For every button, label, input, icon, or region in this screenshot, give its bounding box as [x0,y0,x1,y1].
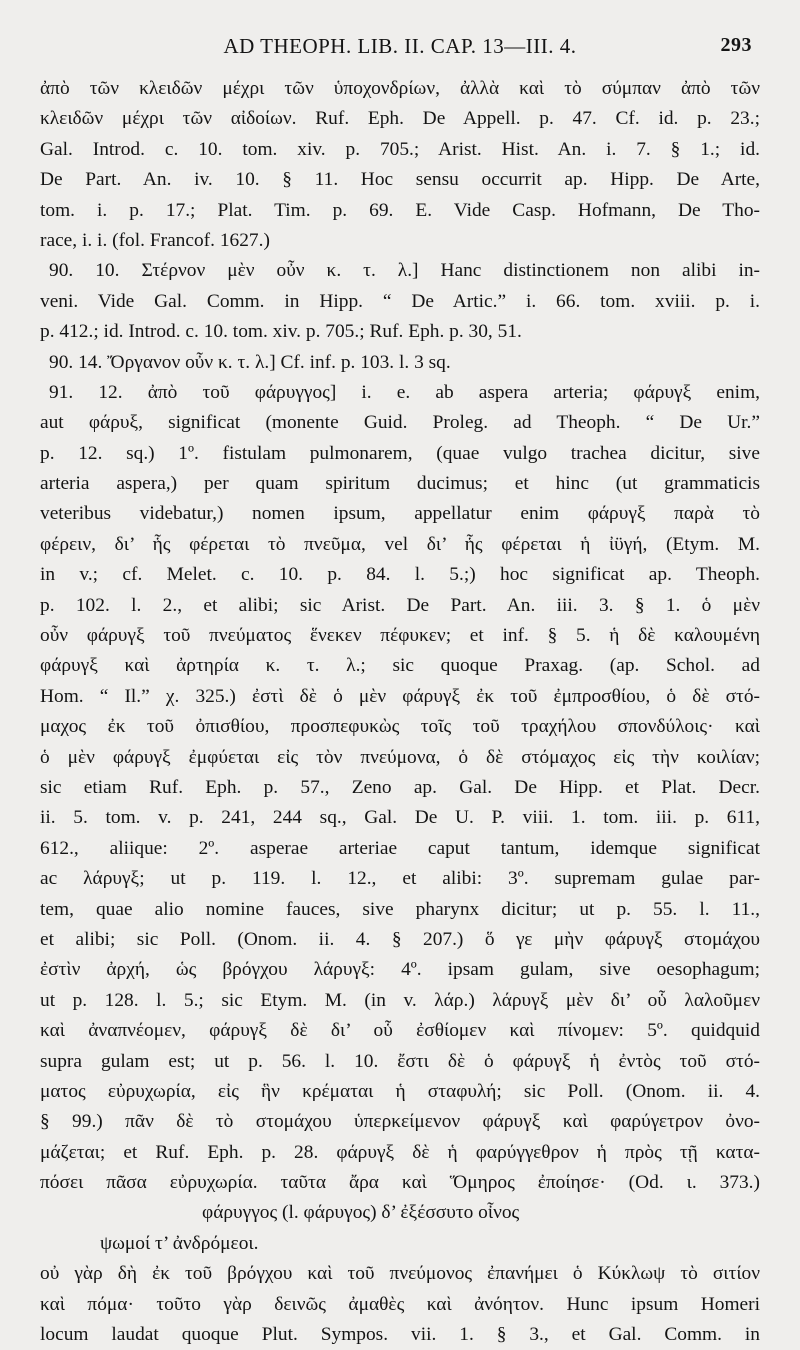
text-line: ἐστὶν ἀρχή, ὡς βρόγχου λάρυγξ: 4º. ipsam gulam, sive oesophagum; [40,959,760,981]
text-line: De Part. An. iv. 10. § 11. Hoc sensu occurrit ap. Hipp. De Arte, [40,169,760,191]
text-line: 91. 12. ἀπὸ τοῦ φάρυγγος] i. e. ab aspera arteria; φάρυγξ enim, [49,381,760,403]
text-line: arteria aspera,) per quam spiritum ducimus; et hinc (ut grammaticis [40,473,760,495]
text-line: veni. Vide Gal. Comm. in Hipp. “ De Artic.” i. 66. tom. xviii. p. i. [40,290,760,312]
text-line: et alibi; sic Poll. (Onom. ii. 4. § 207.) ὅ γε μὴν φάρυγξ στομάχου [40,928,760,950]
text-line: ψωμοί τ’ ἀνδρόμεοι. [100,1232,259,1254]
text-line: ματος εὐρυχωρία, εἰς ἣν κρέμαται ἡ σταφυλή; sic Poll. (Onom. ii. 4. [40,1080,760,1102]
text-line: tom. i. p. 17.; Plat. Tim. p. 69. E. Vide Casp. Hofmann, De Tho- [40,199,760,221]
text-line: race, i. i. (fol. Francof. 1627.) [40,229,270,251]
text-line: ὁ μὲν φάρυγξ ἐμφύεται εἰς τὸν πνεύμονα, ὁ δὲ στόμαχος εἰς τὴν κοιλίαν; [40,746,760,768]
text-line: οὐ γὰρ δὴ ἐκ τοῦ βρόγχου καὶ τοῦ πνεύμονος ἐπανήμει ὁ Κύκλωψ τὸ σιτίον [40,1263,760,1285]
text-line: ut p. 128. l. 5.; sic Etym. M. (in v. λάρ.) λάρυγξ μὲν δι’ οὗ λαλοῦμεν [40,989,760,1011]
text-line: μάζεται; et Ruf. Eph. p. 28. φάρυγξ δὲ ἡ φαρύγγεθρον ἡ πρὸς τῇ κατα- [40,1141,760,1163]
text-line: locum laudat quoque Plut. Sympos. vii. 1. § 3., et Gal. Comm. in [40,1324,760,1346]
text-line: μαχος ἐκ τοῦ ὀπισθίου, προσπεφυκὼς τοῖς τοῦ τραχήλου σπονδύλοις· καὶ [40,716,760,738]
text-line: § 99.) πᾶν δὲ τὸ στομάχου ὑπερκείμενον φάρυγξ καὶ φαρύγετρον ὀνο- [40,1111,760,1133]
text-line: πόσει πᾶσα εὐρυχωρία. ταῦτα ἄρα καὶ Ὅμηρος ἐποίησε· (Od. ι. 373.) [40,1172,760,1194]
text-line: 90. 10. Στέρνον μὲν οὖν κ. τ. λ.] Hanc distinctionem non alibi in- [49,260,760,282]
text-line: κλειδῶν μέχρι τῶν αἰδοίων. Ruf. Eph. De Appell. p. 47. Cf. id. p. 23.; [40,108,760,130]
text-line: aut φάρυξ, significat (monente Guid. Proleg. ad Theoph. “ De Ur.” [40,412,760,434]
text-line: veteribus videbatur,) nomen ipsum, appellatur enim φάρυγξ παρὰ τὸ [40,503,760,525]
text-line: φάρυγξ καὶ ἀρτηρία κ. τ. λ.; sic quoque Praxag. (ap. Schol. ad [40,655,760,677]
text-line: καὶ πόμα· τοῦτο γὰρ δεινῶς ἀμαθὲς καὶ ἀνόητον. Hunc ipsum Homeri [40,1293,760,1315]
text-line: tem, quae alio nomine fauces, sive pharynx dicitur; ut p. 55. l. 11., [40,898,760,920]
text-line: Hom. “ Il.” χ. 325.) ἐστὶ δὲ ὁ μὲν φάρυγξ ἐκ τοῦ ἐμπροσθίου, ὁ δὲ στό- [40,685,760,707]
running-title: AD THEOPH. LIB. II. CAP. 13—III. 4. [223,34,577,58]
text-line: φέρειν, δι’ ἧς φέρεται τὸ πνεῦμα, vel δι’ ἧς φέρεται ἡ ἰϋγή, (Etym. M. [40,533,760,555]
text-line: in v.; cf. Melet. c. 10. p. 84. l. 5.;) hoc significat ap. Theoph. [40,564,760,586]
running-head [40,34,760,74]
page-number: 293 [720,34,752,56]
text-line: ii. 5. tom. v. p. 241, 244 sq., Gal. De U. P. viii. 1. tom. iii. p. 611, [40,807,760,829]
text-line: ἀπὸ τῶν κλειδῶν μέχρι τῶν ὑποχονδρίων, ἀλλὰ καὶ τὸ σύμπαν ἀπὸ τῶν [40,78,760,99]
text-line: sic etiam Ruf. Eph. p. 57., Zeno ap. Gal. De Hipp. et Plat. Decr. [40,776,760,798]
text-line: p. 12. sq.) 1º. fistulam pulmonarem, (quae vulgo trachea dicitur, sive [40,442,760,464]
text-line: οὖν φάρυγξ τοῦ πνεύματος ἕνεκεν πέφυκεν; et inf. § 5. ἡ δὲ καλουμένη [40,625,760,647]
body-text [40,74,760,1350]
text-line: 90. 14. Ὄργανον οὖν κ. τ. λ.] Cf. inf. p. 103. l. 3 sq. [49,351,451,373]
text-line: ac λάρυγξ; ut p. 119. l. 12., et alibi: 3º. supremam gulae par- [40,868,760,890]
text-line: Gal. Introd. c. 10. tom. xiv. p. 705.; Arist. Hist. An. i. 7. § 1.; id. [40,138,760,160]
text-line: p. 102. l. 2., et alibi; sic Arist. De Part. An. iii. 3. § 1. ὁ μὲν [40,594,760,616]
text-line: supra gulam est; ut p. 56. l. 10. ἔστι δὲ ὁ φάρυγξ ἡ ἐντὸς τοῦ στό- [40,1050,760,1072]
text-line: καὶ ἀναπνέομεν, φάρυγξ δὲ δι’ οὗ ἐσθίομεν καὶ πίνομεν: 5º. quidquid [40,1020,760,1042]
text-line: φάρυγγος (l. φάρυγος) δ’ ἐξέσσυτο οἶνος [202,1202,520,1224]
text-line: p. 412.; id. Introd. c. 10. tom. xiv. p. 705.; Ruf. Eph. p. 30, 51. [40,321,522,343]
text-line: 612., aliique: 2º. asperae arteriae caput tantum, idemque significat [40,837,760,859]
